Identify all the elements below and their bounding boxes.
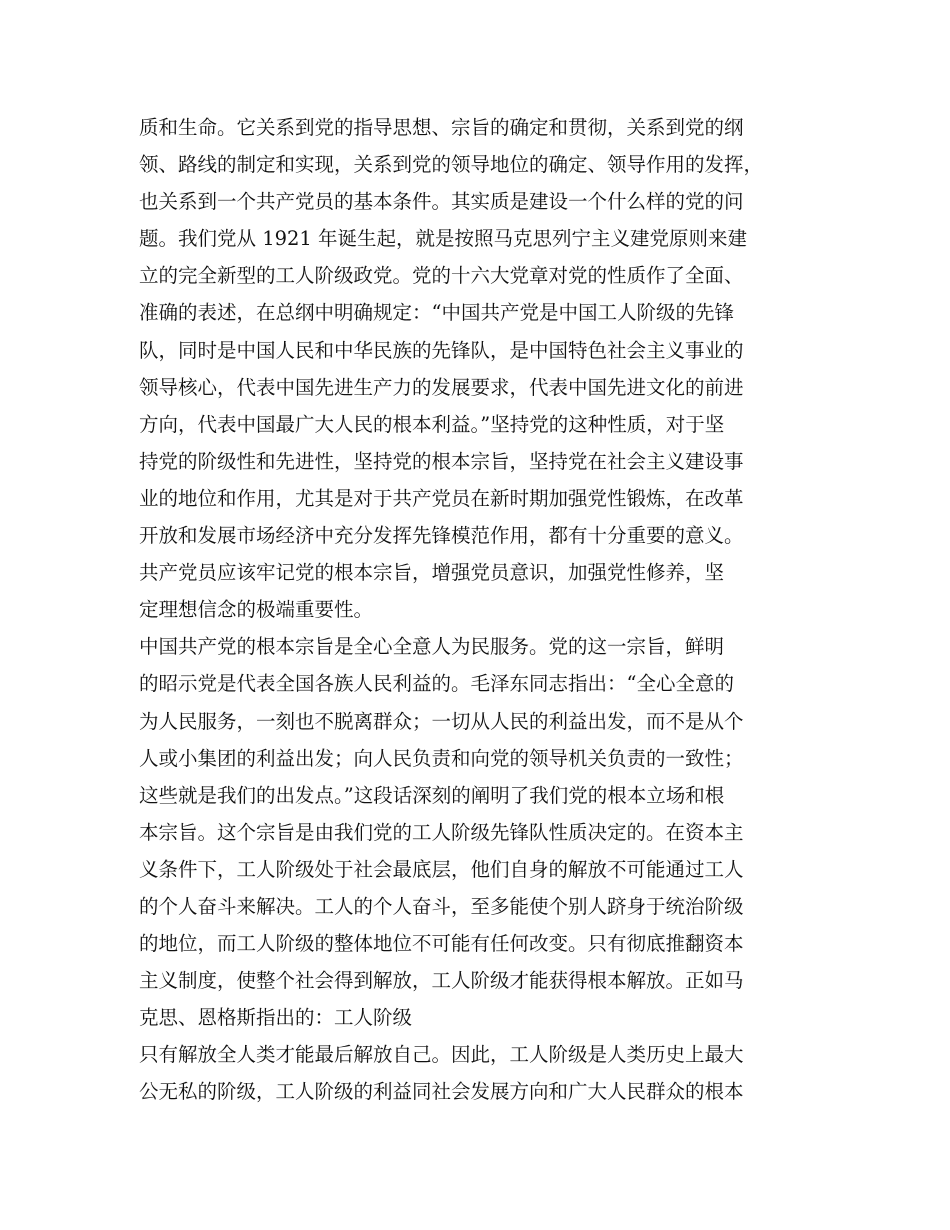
text-line: 的昭示党是代表全国各族人民利益的。毛泽东同志指出：“全心全意的 [139, 672, 734, 696]
text-line: 只有解放全人类才能最后解放自己。因此，工人阶级是人类历史上最大 [139, 1043, 744, 1067]
text-line: 的地位，而工人阶级的整体地位不可能有任何改变。只有彻底推翻资本 [139, 932, 744, 956]
text-line: 准确的表述，在总纲中明确规定：“中国共产党是中国工人阶级的先锋 [139, 301, 734, 325]
text-line: 主义制度，使整个社会得到解放，工人阶级才能获得根本解放。正如马 [139, 969, 744, 993]
text-line: 立的完全新型的工人阶级政党。党的十六大党章对党的性质作了全面、 [139, 264, 744, 288]
text-line: 为人民服务，一刻也不脱离群众；一切从人民的利益出发，而不是从个 [139, 709, 744, 733]
text-line: 的个人奋斗来解决。工人的个人奋斗，至多能使个别人跻身于统治阶级 [139, 894, 744, 918]
body-text [139, 109, 839, 1111]
text-line: 也关系到一个共产党员的基本条件。其实质是建设一个什么样的党的问 [139, 190, 744, 214]
text-line: 克思、恩格斯指出的：工人阶级 [139, 1006, 413, 1030]
text-line: 队，同时是中国人民和中华民族的先锋队，是中国特色社会主义事业的 [139, 338, 744, 362]
text-line: 本宗旨。这个宗旨是由我们党的工人阶级先锋队性质决定的。在资本主 [139, 820, 744, 844]
text-line: 业的地位和作用，尤其是对于共产党员在新时期加强党性锻炼，在改革 [139, 486, 744, 510]
text-line: 中国共产党的根本宗旨是全心全意人为民服务。党的这一宗旨，鲜明 [139, 635, 725, 659]
text-line: 开放和发展市场经济中充分发挥先锋模范作用，都有十分重要的意义。 [139, 524, 744, 548]
text-line: 人或小集团的利益出发；向人民负责和向党的领导机关负责的一致性； [139, 746, 744, 770]
text-line: 质和生命。它关系到党的指导思想、宗旨的确定和贯彻，关系到党的纲 [139, 116, 744, 139]
text-line: 义条件下，工人阶级处于社会最底层，他们自身的解放不可能通过工人 [139, 857, 744, 881]
text-line: 领、路线的制定和实现，关系到党的领导地位的确定、领导作用的发挥， [139, 153, 764, 177]
text-line: 领导核心，代表中国先进生产力的发展要求，代表中国先进文化的前进 [139, 375, 744, 399]
text-line: 题。我们党从 1921 年诞生起，就是按照马克思列宁主义建党原则来建 [139, 227, 748, 251]
text-line: 共产党员应该牢记党的根本宗旨，增强党员意识，加强党性修养，坚 [139, 561, 725, 585]
text-line: 持党的阶级性和先进性，坚持党的根本宗旨，坚持党在社会主义建设事 [139, 449, 744, 473]
text-line: 这些就是我们的出发点。”这段话深刻的阐明了我们党的根本立场和根 [139, 783, 725, 807]
text-line: 定理想信念的极端重要性。 [139, 598, 374, 622]
text-line: 公无私的阶级，工人阶级的利益同社会发展方向和广大人民群众的根本 [139, 1080, 744, 1104]
text-line: 方向，代表中国最广大人民的根本利益。”坚持党的这种性质，对于坚 [139, 412, 725, 436]
